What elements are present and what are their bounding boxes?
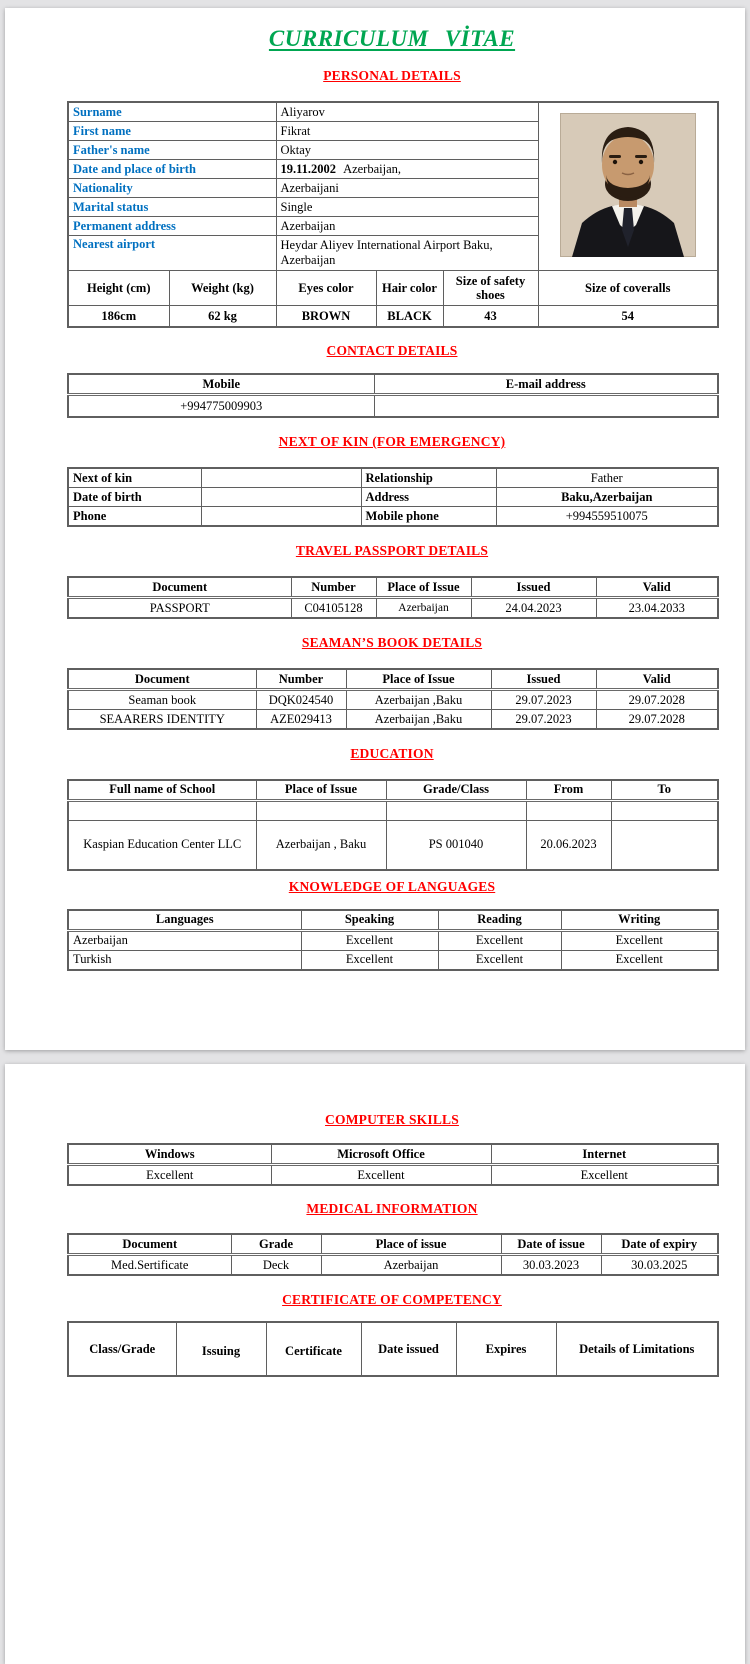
document-page-1 <box>5 8 745 1050</box>
cell-value: 20.06.2023 <box>526 820 611 870</box>
table-row <box>68 395 718 418</box>
contact-details-table <box>67 373 719 418</box>
col-header: Issued <box>491 669 596 690</box>
cell-value: +994559510075 <box>496 507 718 527</box>
table-row <box>68 1234 718 1255</box>
computer-skills-table <box>67 1143 719 1186</box>
cell-value: Azerbaijani <box>276 179 538 198</box>
col-header: Writing <box>561 910 718 931</box>
cell-value: Kaspian Education Center LLC <box>68 820 256 870</box>
medical-information-table <box>67 1233 719 1276</box>
cell-value <box>201 507 361 527</box>
birth-place: Azerbaijan, <box>343 161 402 176</box>
seamans-book-table <box>67 668 719 730</box>
cell-value <box>256 800 386 820</box>
table-row <box>68 507 718 527</box>
col-header: Place of Issue <box>376 577 471 598</box>
col-header: Place of Issue <box>256 780 386 800</box>
cell-value <box>201 468 361 488</box>
cell-value <box>611 820 718 870</box>
table-row <box>68 950 718 970</box>
cell-value: 29.07.2023 <box>491 710 596 730</box>
portrait-photo-image <box>560 113 696 257</box>
cell-value <box>68 800 256 820</box>
cell-value: Fikrat <box>276 122 538 141</box>
col-header: Number <box>256 669 346 690</box>
cell-label: Phone <box>68 507 201 527</box>
table-row <box>68 1255 718 1276</box>
cell-value <box>201 488 361 507</box>
cell-label: Permanent address <box>68 217 276 236</box>
table-row <box>68 468 718 488</box>
cell-label: Date and place of birth <box>68 160 276 179</box>
cell-value: Excellent <box>561 950 718 970</box>
cell-value: Excellent <box>561 930 718 950</box>
cell-value: Excellent <box>438 950 561 970</box>
col-header: Weight (kg) <box>169 271 276 306</box>
cell-value: 23.04.2033 <box>596 598 718 619</box>
table-row <box>68 102 718 122</box>
personal-details-table <box>67 101 719 328</box>
col-header: Windows <box>68 1144 271 1165</box>
col-header: Height (cm) <box>68 271 169 306</box>
travel-passport-table <box>67 576 719 619</box>
cell-label: Nearest airport <box>68 236 276 271</box>
cell-value: PASSPORT <box>68 598 291 619</box>
table-row <box>68 690 718 710</box>
cell-value: Baku,Azerbaijan <box>496 488 718 507</box>
document-title: CURRICULUM VİTAE <box>268 26 516 51</box>
col-header: Full name of School <box>68 780 256 800</box>
col-header: Details of Limitations <box>556 1322 718 1376</box>
cell-label: Marital status <box>68 198 276 217</box>
table-row <box>68 1144 718 1165</box>
cell-label: Father's name <box>68 141 276 160</box>
col-header: To <box>611 780 718 800</box>
cell-value: Heydar Aliyev International Airport Baku, Azerbaijan <box>276 236 538 271</box>
col-header: Date of issue <box>501 1234 601 1255</box>
cell-value: Azerbaijan <box>276 217 538 236</box>
next-of-kin-table <box>67 467 719 527</box>
col-header: Certificate <box>266 1322 361 1376</box>
cell-label: Date of birth <box>68 488 201 507</box>
cell-value: SEAARERS IDENTITY <box>68 710 256 730</box>
section-heading-contact: CONTACT DETAILS <box>326 343 458 358</box>
section-heading-personal: PERSONAL DETAILS <box>323 68 461 83</box>
cell-value: 62 kg <box>169 306 276 328</box>
col-header: Document <box>68 669 256 690</box>
cell-value <box>526 800 611 820</box>
section-heading-languages: KNOWLEDGE OF LANGUAGES <box>288 878 496 894</box>
cell-value: 30.03.2025 <box>601 1255 718 1276</box>
table-row <box>68 669 718 690</box>
languages-table <box>67 909 719 971</box>
cell-value: Excellent <box>68 1165 271 1186</box>
cell-value <box>611 800 718 820</box>
table-row <box>68 488 718 507</box>
cell-value: 29.07.2023 <box>491 690 596 710</box>
cell-label: Surname <box>68 102 276 122</box>
cell-value: Excellent <box>491 1165 718 1186</box>
portrait-photo <box>538 102 718 271</box>
cell-value <box>374 395 718 418</box>
table-row <box>68 710 718 730</box>
cell-value: 29.07.2028 <box>596 690 718 710</box>
col-header: Class/Grade <box>68 1322 176 1376</box>
cell-value: PS 001040 <box>386 820 526 870</box>
col-header: Eyes color <box>276 271 376 306</box>
col-header: Number <box>291 577 376 598</box>
cell-value: +994775009903 <box>68 395 374 418</box>
section-heading-education: EDUCATION <box>350 746 434 761</box>
cell-value: Excellent <box>301 950 438 970</box>
table-row <box>68 780 718 800</box>
cell-value: Single <box>276 198 538 217</box>
col-header: Languages <box>68 910 301 931</box>
col-header: Size of coveralls <box>538 271 718 306</box>
cell-label: First name <box>68 122 276 141</box>
table-row <box>68 577 718 598</box>
col-header: Issuing <box>176 1322 266 1376</box>
cell-value: Azerbaijan <box>321 1255 501 1276</box>
table-row <box>68 374 718 395</box>
cell-value <box>276 160 538 179</box>
section-heading-seaman: SEAMAN’S BOOK DETAILS <box>301 635 483 650</box>
cell-value: Azerbaijan ,Baku <box>346 710 491 730</box>
table-row-physical-values <box>68 306 718 328</box>
table-row <box>68 800 718 820</box>
table-row-physical-headers <box>68 271 718 306</box>
cell-value: 30.03.2023 <box>501 1255 601 1276</box>
cell-value: Oktay <box>276 141 538 160</box>
cell-value: 24.04.2023 <box>471 598 596 619</box>
cell-value: Father <box>496 468 718 488</box>
cell-value: AZE029413 <box>256 710 346 730</box>
col-header: Size of safety shoes <box>443 271 538 306</box>
cell-label: Relationship <box>361 468 496 488</box>
col-header: Date of expiry <box>601 1234 718 1255</box>
cell-label: Nationality <box>68 179 276 198</box>
certificate-of-competency-table <box>67 1321 719 1377</box>
col-header: Valid <box>596 669 718 690</box>
table-row <box>68 1322 718 1376</box>
table-row <box>68 1165 718 1186</box>
birth-date: 19.11.2002 <box>280 161 337 176</box>
cell-value: Aliyarov <box>276 102 538 122</box>
cell-value: 54 <box>538 306 718 328</box>
cell-value: Seaman book <box>68 690 256 710</box>
cell-value: Excellent <box>301 930 438 950</box>
col-header: Place of issue <box>321 1234 501 1255</box>
cell-value: Turkish <box>68 950 301 970</box>
col-header: Valid <box>596 577 718 598</box>
section-heading-competency: CERTIFICATE OF COMPETENCY <box>282 1292 502 1307</box>
section-heading-computer: COMPUTER SKILLS <box>325 1112 459 1127</box>
col-header: Document <box>68 577 291 598</box>
col-header: E-mail address <box>374 374 718 395</box>
cell-value: 43 <box>443 306 538 328</box>
cell-value: Azerbaijan <box>68 930 301 950</box>
cell-value: C04105128 <box>291 598 376 619</box>
col-header: Document <box>68 1234 231 1255</box>
cell-value: BLACK <box>376 306 443 328</box>
col-header: Reading <box>438 910 561 931</box>
col-header: Internet <box>491 1144 718 1165</box>
col-header: Grade/Class <box>386 780 526 800</box>
cell-value: 29.07.2028 <box>596 710 718 730</box>
col-header: Place of Issue <box>346 669 491 690</box>
section-heading-kin: NEXT OF KIN (FOR EMERGENCY) <box>278 434 506 449</box>
col-header: Mobile <box>68 374 374 395</box>
cell-value: Azerbaijan ,Baku <box>346 690 491 710</box>
table-row <box>68 910 718 931</box>
cell-value: Azerbaijan <box>376 598 471 619</box>
cell-label: Mobile phone <box>361 507 496 527</box>
col-header: Hair color <box>376 271 443 306</box>
table-row <box>68 930 718 950</box>
cell-value: 186cm <box>68 306 169 328</box>
cell-value: DQK024540 <box>256 690 346 710</box>
education-table <box>67 779 719 871</box>
cell-value: Azerbaijan , Baku <box>256 820 386 870</box>
cell-value: Excellent <box>438 930 561 950</box>
cell-value: Deck <box>231 1255 321 1276</box>
table-row <box>68 820 718 870</box>
cell-label: Address <box>361 488 496 507</box>
table-row <box>68 598 718 619</box>
col-header: Date issued <box>361 1322 456 1376</box>
cell-value: Excellent <box>271 1165 491 1186</box>
section-heading-passport: TRAVEL PASSPORT DETAILS <box>295 543 489 558</box>
col-header: From <box>526 780 611 800</box>
col-header: Grade <box>231 1234 321 1255</box>
cell-value: BROWN <box>276 306 376 328</box>
cell-value <box>386 800 526 820</box>
cell-value: Med.Sertificate <box>68 1255 231 1276</box>
cell-label: Next of kin <box>68 468 201 488</box>
document-page-2 <box>5 1064 745 1664</box>
col-header: Microsoft Office <box>271 1144 491 1165</box>
col-header: Speaking <box>301 910 438 931</box>
section-heading-medical: MEDICAL INFORMATION <box>306 1201 478 1216</box>
col-header: Expires <box>456 1322 556 1376</box>
col-header: Issued <box>471 577 596 598</box>
